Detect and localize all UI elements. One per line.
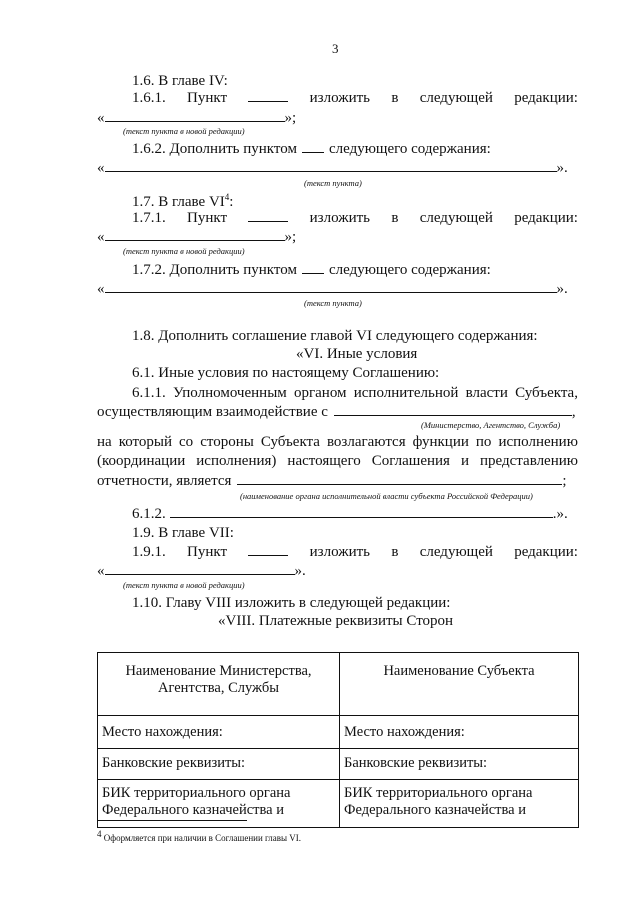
caption: (наименование органа исполнительной власти субъекта Российской Федерации) <box>240 491 533 501</box>
item-6-1-1-line-2: осуществляющим взаимодействие с , <box>97 404 576 420</box>
footnote-ref[interactable]: 4 <box>224 192 230 202</box>
section-1-9-heading: 1.9. В главе VII: <box>132 525 234 541</box>
item-6-1-1-line-1: 6.1.1. Уполномоченным органом исполнительной власти Субъекта, <box>132 385 578 401</box>
item-1-6-2-line: 1.6.2. Дополнить пунктом следующего содержания: <box>132 141 491 157</box>
section-1-6-heading: 1.6. В главе IV: <box>132 73 228 89</box>
caption: (текст пункта) <box>304 298 362 308</box>
item-number-blank[interactable] <box>248 221 288 222</box>
item-text-blank[interactable] <box>170 517 553 518</box>
footnote-text: Оформляется при наличии в Соглашении главы VI. <box>101 833 302 843</box>
payment-details-table <box>97 652 579 828</box>
item-1-6-1-line: 1.6.1. Пункт изложить в следующей редакции: <box>132 90 578 106</box>
item-6-1: 6.1. Иные условия по настоящему Соглашению: <box>132 365 440 381</box>
chapter-vi-title: «VI. Иные условия <box>296 346 418 362</box>
item-text-blank[interactable] <box>105 292 557 293</box>
item-6-1-2-line: 6.1.2. .». <box>132 506 568 522</box>
footnote-divider <box>97 820 247 821</box>
item-number-blank[interactable] <box>248 101 288 102</box>
footnote <box>97 829 301 843</box>
item-number-blank[interactable] <box>302 273 324 274</box>
item-1-9-1-line: 1.9.1. Пункт изложить в следующей редакции: <box>132 544 578 560</box>
caption: (текст пункта в новой редакции) <box>123 126 245 136</box>
item-number-blank[interactable] <box>302 152 324 153</box>
table-row <box>98 749 579 780</box>
caption: (текст пункта) <box>304 178 362 188</box>
item-6-1-1-line-4: (координации исполнения) настоящего Соглашения и представлению <box>97 453 578 469</box>
table-cell: Место нахождения: <box>340 716 579 749</box>
item-6-1-1-line-5: отчетности, является ; <box>97 473 567 489</box>
new-text-blank[interactable] <box>105 240 285 241</box>
table-cell: Банковские реквизиты: <box>98 749 340 780</box>
table-cell: БИК территориального органа Федерального казначейства и <box>98 780 340 828</box>
table-cell: БИК территориального органа Федерального казначейства и <box>340 780 579 828</box>
new-text-blank[interactable] <box>105 121 285 122</box>
item-6-1-1-line-3: на который со стороны Субъекта возлагаются функции по исполнению <box>97 434 578 450</box>
item-1-7-1-line: 1.7.1. Пункт изложить в следующей редакции: <box>132 210 578 226</box>
section-1-7-heading: 1.7. В главе $VI^4$: <box>132 192 234 210</box>
chapter-viii-title: «VIII. Платежные реквизиты Сторон <box>218 613 454 629</box>
table-cell: Место нахождения: <box>98 716 340 749</box>
table-header-cell: Наименование Министерства, Агентства, Службы <box>98 653 340 716</box>
item-1-6-2-fill: « ». <box>97 160 568 176</box>
table-row <box>98 716 579 749</box>
table-header-row <box>98 653 579 716</box>
page-number: 3 <box>332 41 339 56</box>
item-text-blank[interactable] <box>105 171 557 172</box>
organ-blank[interactable] <box>237 484 562 485</box>
item-1-9-1-fill: « ». <box>97 563 306 579</box>
item-1-7-2-fill: « ». <box>97 281 568 297</box>
table-cell: Банковские реквизиты: <box>340 749 579 780</box>
item-1-7-2-line: 1.7.2. Дополнить пунктом следующего содержания: <box>132 262 491 278</box>
caption: (Министерство, Агентство, Служба) <box>421 420 561 430</box>
caption: (текст пункта в новой редакции) <box>123 580 245 590</box>
item-1-7-1-fill: « »; <box>97 229 297 245</box>
item-1-6-1-fill: « »; <box>97 110 297 126</box>
footnote-mark: 4 <box>97 829 102 839</box>
caption: (текст пункта в новой редакции) <box>123 246 245 256</box>
section-1-8-line: 1.8. Дополнить соглашение главой VI следующего содержания: <box>132 328 538 344</box>
new-text-blank[interactable] <box>105 574 295 575</box>
section-1-10-line: 1.10. Главу VIII изложить в следующей редакции: <box>132 595 451 611</box>
item-number-blank[interactable] <box>248 555 288 556</box>
ministry-blank[interactable] <box>334 415 572 416</box>
table-header-cell: Наименование Субъекта <box>340 653 579 716</box>
